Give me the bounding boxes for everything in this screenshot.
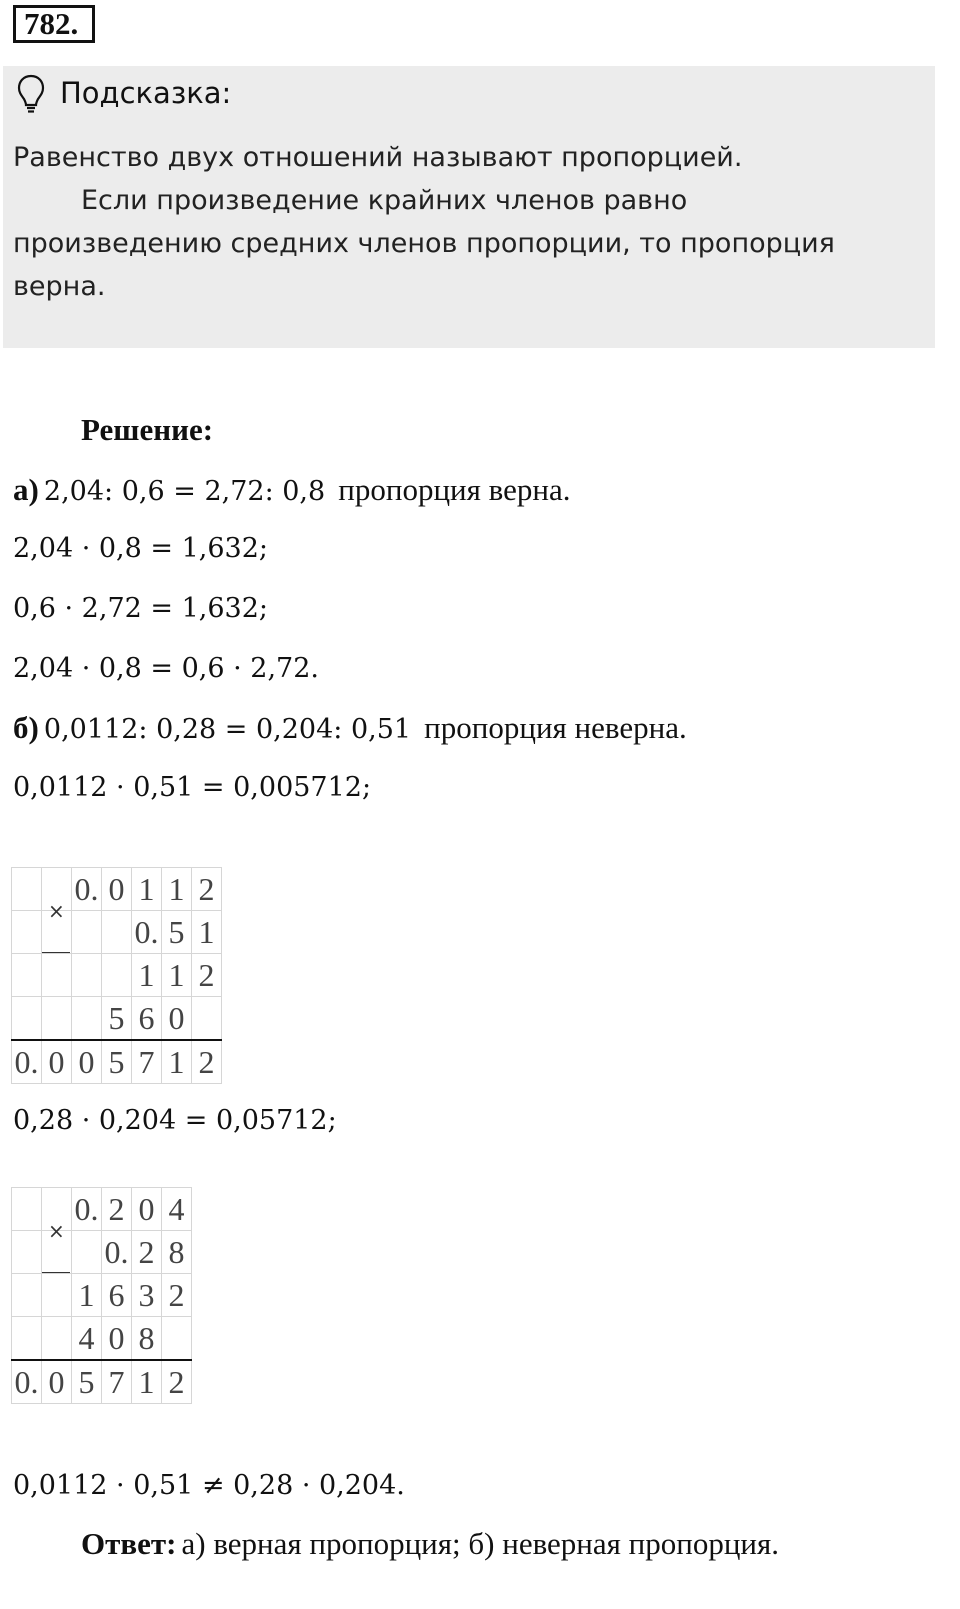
- grid-cell: 8: [162, 1231, 192, 1274]
- grid-cell: 4: [162, 1188, 192, 1231]
- grid-cell: 5: [102, 997, 132, 1041]
- part-a-label: а): [13, 472, 39, 507]
- grid-cell: 1: [162, 1040, 192, 1084]
- answer-text: а) верная пропорция; б) неверная пропорция.: [181, 1526, 780, 1561]
- grid-cell: [12, 1231, 42, 1274]
- grid-cell: 0.: [12, 1040, 42, 1084]
- grid-cell: 0: [162, 997, 192, 1041]
- grid-row: [12, 868, 222, 911]
- grid-row: [12, 1274, 192, 1317]
- grid-result-row: [12, 1040, 222, 1084]
- hint-line-4: верна.: [13, 271, 106, 302]
- answer: [81, 1522, 779, 1566]
- grid-cell: [72, 954, 102, 997]
- part-a-verdict: пропорция верна.: [338, 472, 571, 507]
- grid-result-row: [12, 1360, 192, 1404]
- multiply-sign: ×: [48, 1219, 65, 1243]
- part-a-line-2: 0,6 · 2,72 = 1,632;: [13, 593, 268, 624]
- grid-cell: 0: [132, 1188, 162, 1231]
- grid-cell: [12, 1188, 42, 1231]
- grid-cell: [42, 954, 72, 997]
- multiplication-grid-2: [11, 1187, 192, 1404]
- grid-cell: 0.: [72, 868, 102, 911]
- grid-cell: [72, 911, 102, 954]
- grid-cell: 0: [72, 1040, 102, 1084]
- grid-cell: 0: [42, 1360, 72, 1404]
- grid-cell: 8: [132, 1317, 162, 1361]
- grid-cell: [12, 1274, 42, 1317]
- task-number: 782.: [13, 5, 95, 43]
- grid-row: [12, 1188, 192, 1231]
- multiply-sign: ×: [48, 899, 65, 923]
- grid-cell: 6: [132, 997, 162, 1041]
- hint-line-1: Равенство двух отношений называют пропорцией.: [13, 142, 743, 173]
- grid-cell: [102, 954, 132, 997]
- grid-cell: 2: [192, 954, 222, 997]
- multiplication-grid-1: [11, 867, 222, 1084]
- grid-cell: 1: [72, 1274, 102, 1317]
- multiply-underline: [42, 1272, 70, 1273]
- part-b-verdict: пропорция неверна.: [424, 710, 687, 745]
- grid-cell: 5: [162, 911, 192, 954]
- part-b-line-1: 0,0112 · 0,51 = 0,005712;: [13, 772, 372, 803]
- part-a-line-1: 2,04 · 0,8 = 1,632;: [13, 533, 268, 564]
- grid-row: [12, 1231, 192, 1274]
- grid-cell: 5: [72, 1360, 102, 1404]
- grid-cell: [72, 1231, 102, 1274]
- grid-cell: 1: [162, 868, 192, 911]
- grid-cell: [42, 1317, 72, 1361]
- grid-cell: 0.: [102, 1231, 132, 1274]
- grid-cell: 2: [102, 1188, 132, 1231]
- grid-cell: 4: [72, 1317, 102, 1361]
- grid-cell: 0.: [132, 911, 162, 954]
- lightbulb-icon: [16, 73, 46, 113]
- grid-cell: 0: [42, 1040, 72, 1084]
- part-b-label: б): [13, 710, 39, 745]
- grid-cell: [12, 911, 42, 954]
- grid-cell: 2: [192, 868, 222, 911]
- part-a-statement: [13, 468, 570, 514]
- part-b-statement: [13, 706, 687, 752]
- grid-row: [12, 954, 222, 997]
- grid-cell: 7: [102, 1360, 132, 1404]
- grid-cell: 1: [132, 954, 162, 997]
- grid-cell: [72, 997, 102, 1041]
- answer-label: Ответ:: [81, 1526, 177, 1561]
- grid-cell: [162, 1317, 192, 1361]
- multiply-underline: [42, 952, 70, 953]
- grid-cell: 2: [132, 1231, 162, 1274]
- grid-cell: 6: [102, 1274, 132, 1317]
- grid-row: [12, 997, 222, 1041]
- grid-cell: 1: [162, 954, 192, 997]
- hint-line-3: произведению средних членов пропорции, то пропорция: [13, 228, 835, 259]
- grid-cell: 0: [102, 1317, 132, 1361]
- grid-cell: 0.: [72, 1188, 102, 1231]
- part-b-line-3: 0,0112 · 0,51 ≠ 0,28 · 0,204.: [13, 1470, 405, 1501]
- grid-cell: 7: [132, 1040, 162, 1084]
- grid-cell: 2: [162, 1360, 192, 1404]
- grid-cell: [42, 1274, 72, 1317]
- hint-title: Подсказка:: [60, 76, 232, 110]
- part-a-line-3: 2,04 · 0,8 = 0,6 · 2,72.: [13, 653, 319, 684]
- grid-cell: [42, 997, 72, 1041]
- hint-line-2: Если произведение крайних членов равно: [81, 185, 688, 216]
- solution-heading: Решение:: [81, 412, 214, 447]
- part-b-line-2: 0,28 · 0,204 = 0,05712;: [13, 1105, 337, 1136]
- grid-cell: [12, 1317, 42, 1361]
- grid-cell: 2: [162, 1274, 192, 1317]
- grid-cell: [12, 954, 42, 997]
- grid-cell: 5: [102, 1040, 132, 1084]
- grid-row: [12, 1317, 192, 1361]
- part-b-proportion: 0,0112: 0,28 = 0,204: 0,51: [43, 714, 412, 745]
- grid-cell: 1: [132, 868, 162, 911]
- grid-cell: [12, 997, 42, 1041]
- grid-cell: 0: [102, 868, 132, 911]
- grid-row: [12, 911, 222, 954]
- part-a-proportion: 2,04: 0,6 = 2,72: 0,8: [43, 476, 326, 507]
- grid-cell: [192, 997, 222, 1041]
- grid-cell: 2: [192, 1040, 222, 1084]
- grid-cell: 1: [192, 911, 222, 954]
- grid-cell: 0.: [12, 1360, 42, 1404]
- grid-cell: 3: [132, 1274, 162, 1317]
- grid-cell: [102, 911, 132, 954]
- grid-cell: [12, 868, 42, 911]
- grid-cell: 1: [132, 1360, 162, 1404]
